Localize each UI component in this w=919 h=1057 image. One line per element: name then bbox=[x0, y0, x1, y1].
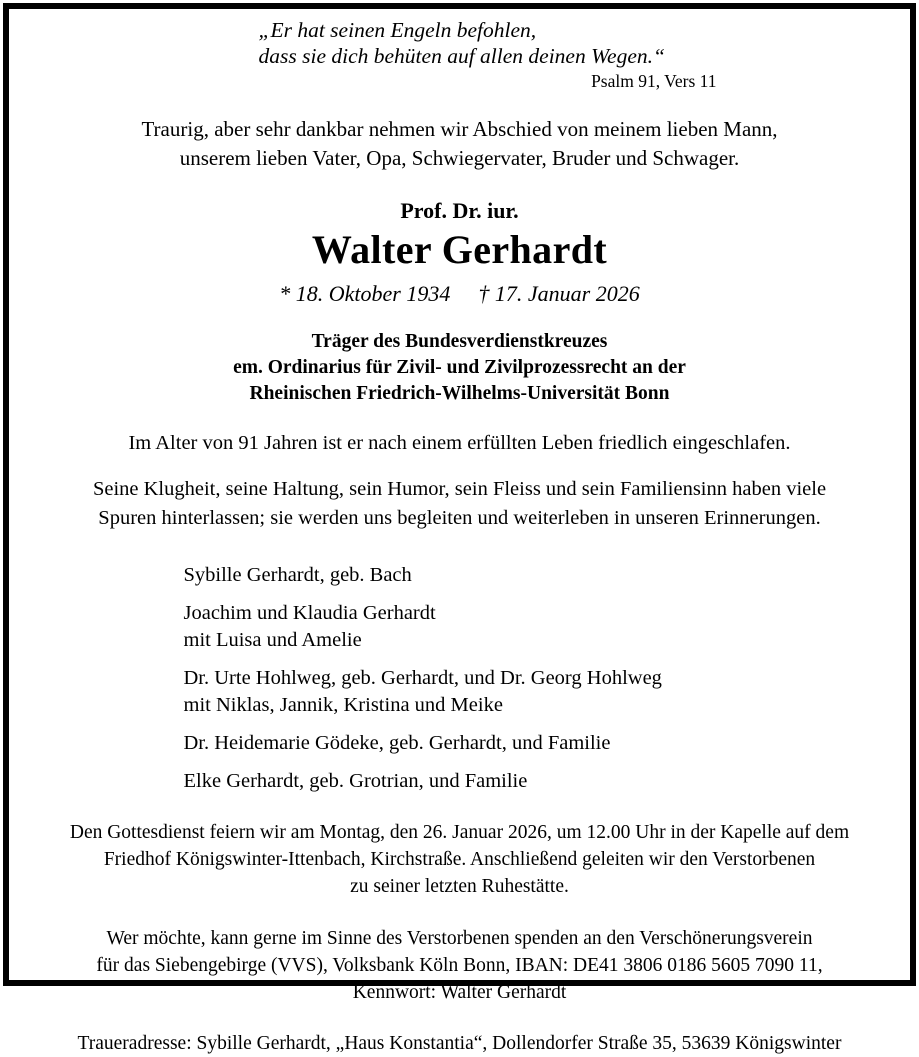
obituary-content bbox=[9, 9, 910, 1054]
list-item bbox=[184, 768, 736, 795]
intro-line-1: Traurig, aber sehr dankbar nehmen wir Abschied von meinem lieben Mann, bbox=[141, 117, 778, 141]
survivor-name: Dr. Urte Hohlweg, geb. Gerhardt, und Dr. Georg Hohlweg bbox=[183, 667, 662, 689]
mourning-address: Traueradresse: Sybille Gerhardt, „Haus Konstantia“, Dollendorfer Straße 35, 53639 Königswinter bbox=[77, 1033, 842, 1054]
honor-line-2: em. Ordinarius für Zivil- und Zivilprozessrecht an der bbox=[233, 357, 686, 378]
donation-details bbox=[31, 925, 888, 1006]
list-item bbox=[184, 562, 736, 589]
survivor-children: mit Niklas, Jannik, Kristina und Meike bbox=[183, 694, 503, 716]
survivor-name: Dr. Heidemarie Gödeke, geb. Gerhardt, und Familie bbox=[183, 732, 611, 754]
honors-block bbox=[31, 329, 888, 407]
donation-line-2: für das Siebengebirge (VVS), Volksbank Köln Bonn, IBAN: DE41 3806 0186 5605 7090 11, bbox=[96, 955, 823, 976]
survivor-name: Elke Gerhardt, geb. Grotrian, und Familie bbox=[183, 770, 528, 792]
survivor-children: mit Luisa und Amelie bbox=[183, 629, 362, 651]
survivors-list bbox=[184, 562, 736, 795]
quote-source: Psalm 91, Vers 11 bbox=[591, 71, 717, 91]
service-line-3: zu seiner letzten Ruhestätte. bbox=[350, 876, 569, 897]
service-line-1: Den Gottesdienst feiern wir am Montag, den 26. Januar 2026, um 12.00 Uhr in der Kapelle auf dem bbox=[69, 822, 850, 843]
quote-line-2: dass sie dich behüten auf allen deinen Wegen.“ bbox=[258, 44, 665, 68]
tribute-line-2: Spuren hinterlassen; sie werden uns begleiten und weiterleben in unseren Erinnerungen. bbox=[98, 507, 821, 529]
scripture-quote-block bbox=[201, 17, 719, 93]
list-item bbox=[184, 600, 736, 654]
honor-line-1: Träger des Bundesverdienstkreuzes bbox=[311, 331, 608, 352]
service-details bbox=[31, 819, 888, 900]
list-item bbox=[184, 665, 736, 719]
survivor-name: Sybille Gerhardt, geb. Bach bbox=[183, 564, 412, 586]
intro-line-2: unserem lieben Vater, Opa, Schwiegervater, Bruder und Schwager. bbox=[179, 146, 740, 170]
introduction-block bbox=[31, 115, 888, 173]
birth-date: * 18. Oktober 1934 bbox=[279, 281, 451, 306]
death-date: † 17. Januar 2026 bbox=[478, 281, 640, 306]
donation-line-3: Kennwort: Walter Gerhardt bbox=[352, 982, 567, 1003]
academic-title: Prof. Dr. iur. bbox=[400, 198, 519, 223]
honor-line-3: Rheinischen Friedrich-Wilhelms-Universität Bonn bbox=[249, 383, 670, 404]
life-dates bbox=[31, 279, 888, 309]
age-statement: Im Alter von 91 Jahren ist er nach einem erfüllten Leben friedlich eingeschlafen. bbox=[128, 432, 791, 454]
list-item bbox=[184, 730, 736, 757]
tribute-paragraph bbox=[31, 475, 888, 533]
tribute-line-1: Seine Klugheit, seine Haltung, sein Humor, sein Fleiss und sein Familiensinn haben viele bbox=[92, 478, 827, 500]
service-line-2: Friedhof Königswinter-Ittenbach, Kirchstraße. Anschließend geleiten wir den Verstorbenen bbox=[103, 849, 816, 870]
obituary-notice-card bbox=[3, 3, 916, 1054]
deceased-name: Walter Gerhardt bbox=[311, 227, 608, 272]
survivor-name: Joachim und Klaudia Gerhardt bbox=[183, 602, 436, 624]
donation-line-1: Wer möchte, kann gerne im Sinne des Verstorbenen spenden an den Verschönerungsverein bbox=[106, 928, 813, 949]
quote-line-1: „Er hat seinen Engeln befohlen, bbox=[258, 18, 537, 42]
